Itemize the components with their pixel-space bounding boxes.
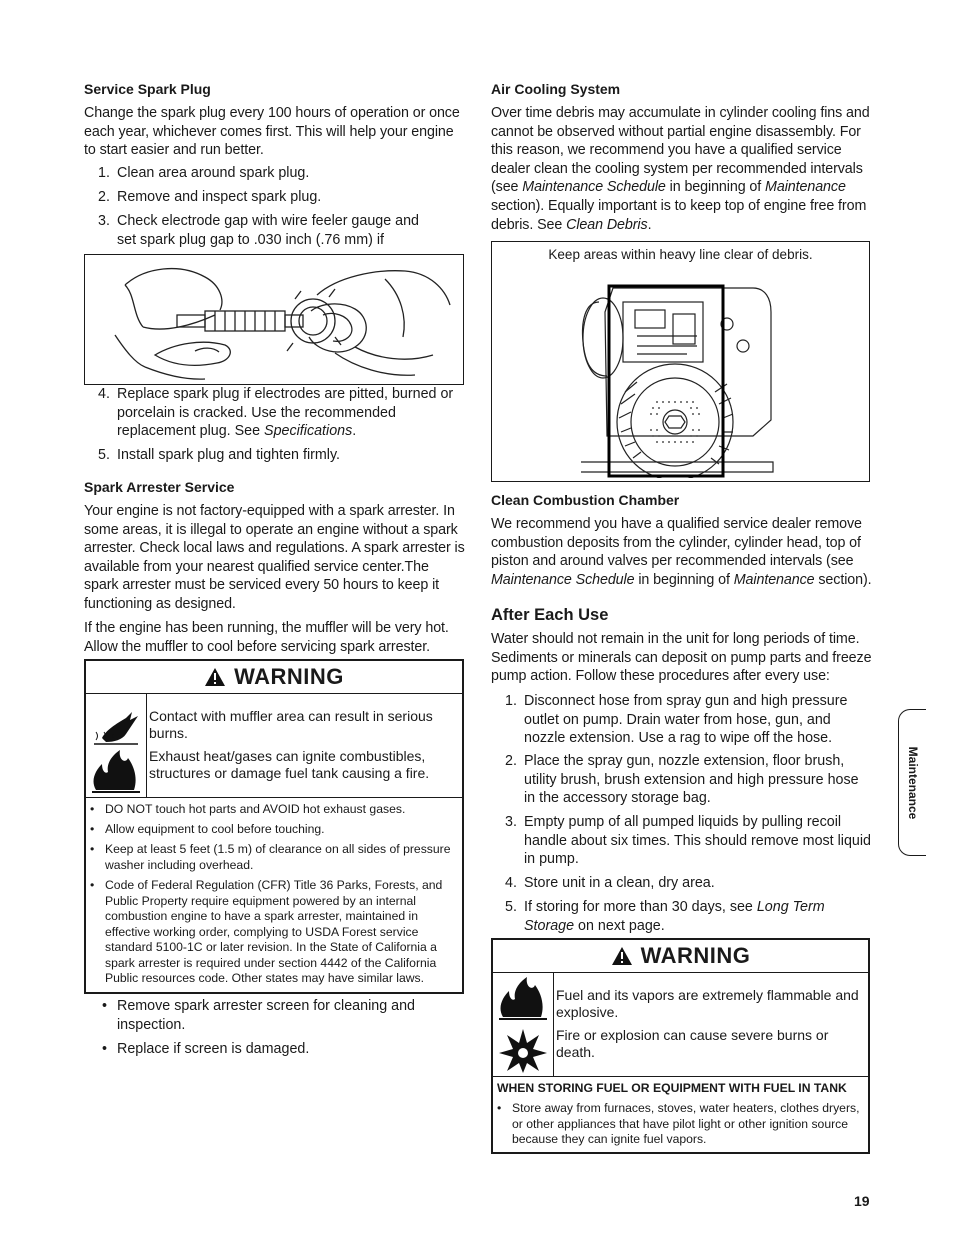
hot-surface-icon [94,712,138,744]
engine-drawing [577,272,777,478]
air-cooling-paragraph: Over time debris may accumulate in cylinder cooling fins and cannot be observed without partial engine disassembly. For this reason, we recommend you have a qualified service dealer clean the cooling system per recommended intervals (see Maintenance Schedule in beginning of Maintenance section). Equally important is to keep top of engine free from debris. See Clean Debris. [491,105,870,233]
after-each-use-heading: After Each Use [491,606,609,624]
page-number: 19 [854,1193,870,1209]
muffler-warning-box: WARNING Contact with muffler area can result in serious burns. Exhaust heat/gases can ignite combustibles, structures or damage fuel tank causing a fire. • DO NOT touch hot parts and AVOID hot exhaust gases. • Allow equipment to cool before touching. • Keep at least 5 feet (1.5 m) of clearance on all sides of pressure washer including overhead. • Code of Federal Regulation (CFR) Title 36 Parks, Forests, and Public Property require equipment powered by an internal combustion engine to have a spark arrester, maintained in effective working order, complying to USDA Forest service standard 5100-1C or later revision. In the State of California a spark arrester is required under section 4442 of the California Public resources code. Other states may have similar laws. [84,659,464,994]
spark-plug-illustration [84,254,464,385]
engine-illustration-box [491,241,870,482]
engine-caption: Keep areas within heavy line clear of debris. [548,247,813,262]
spark-arrester-paragraph-2: If the engine has been running, the muffler will be very hot. Allow the muffler to cool before servicing spark arrester. [84,620,449,655]
spark-arrester-heading: Spark Arrester Service [84,479,235,495]
warning-triangle-icon [611,946,633,966]
hazard-row [86,694,462,798]
spark-plug-heading: Service Spark Plug [84,81,211,97]
fire-icon [499,977,547,1019]
warning-title: WARNING [86,661,462,694]
spark-arrester-paragraph-1: Your engine is not factory-equipped with a spark arrester. In some areas, it is illegal to operate an engine without a spark arrester. Check local laws and regulations. A spark arrester is available from your nearest qualified service center.The spark arrester must be serviced every 50 hours to keep it functioning as designed. [84,503,465,612]
explosion-icon [499,1029,547,1073]
warning-triangle-icon [204,667,226,687]
hazard-icons [86,694,147,797]
hazard-icons-2 [493,973,554,1076]
after-each-use-intro: Water should not remain in the unit for long periods of time. Sediments or minerals can deposit on pump parts and freeze pump action. Follow these procedures after every use: [491,631,872,685]
section-tab [898,709,926,856]
spark-plug-intro: Change the spark plug every 100 hours of operation or once each year, whichever comes first. This will help your engine to start easier and run better. [84,105,460,159]
hazard-text-burns: Contact with muffler area can result in serious burns. [149,708,433,741]
warning-title-2: WARNING [493,940,868,973]
fuel-warning-box: WARNING Fuel and its vapors are extremely flammable and explosive. Fire or explosion can cause severe burns or death. WHEN STORING FUEL OR EQUIPMENT WITH FUEL IN TANK • Store away from furnaces, stoves, water heaters, clothes dryers, or other appliances that have pilot light or other ignition source because they can ignite fuel vapors. [491,938,870,1154]
hazard-text-explosion: Fire or explosion can cause severe burns or death. [556,1027,829,1060]
air-cooling-heading: Air Cooling System [491,81,621,97]
hazard-text-fire: Exhaust heat/gases can ignite combustibles, structures or damage fuel tank causing a fire. [149,748,430,781]
section-tab-label: Maintenance [905,746,920,819]
hands-spark-plug-image [85,255,462,383]
fire-icon [92,750,140,792]
storing-fuel-subheading: WHEN STORING FUEL OR EQUIPMENT WITH FUEL IN TANK [497,1081,847,1095]
combustion-heading: Clean Combustion Chamber [491,492,680,508]
hazard-row-2 [493,973,868,1077]
hazard-text-flammable: Fuel and its vapors are extremely flammable and explosive. [556,987,859,1020]
combustion-paragraph: We recommend you have a qualified service dealer remove combustion deposits from the cylinder, cylinder head, top of piston and around valves per recommended intervals (see Maintenance Schedule in beginning of Maintenance section). [491,516,872,588]
